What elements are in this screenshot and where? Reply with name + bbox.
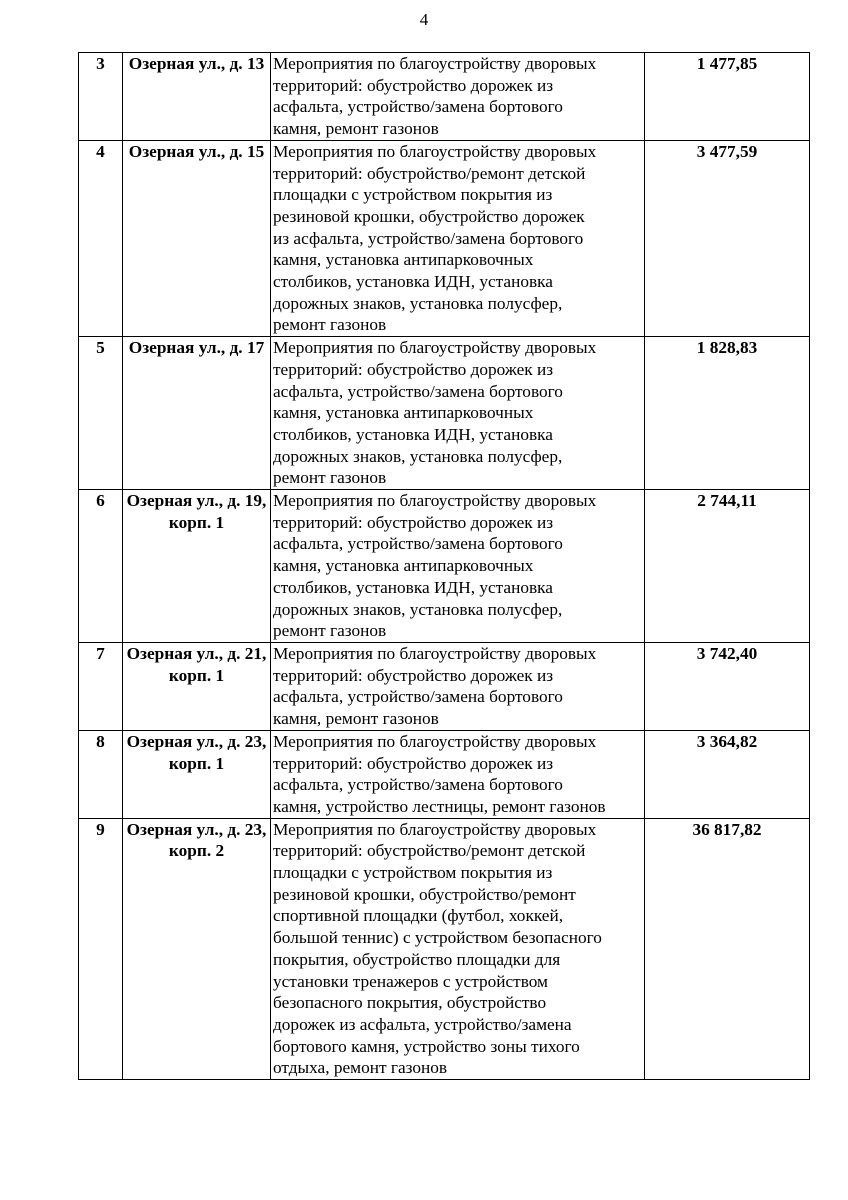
description-line: бортового камня, устройство зоны тихого xyxy=(273,1036,580,1056)
description-line: территорий: обустройство/ремонт детской xyxy=(273,841,586,861)
description-line: Мероприятия по благоустройству дворовых xyxy=(273,338,597,358)
description-line: территорий: обустройство дорожек из xyxy=(273,665,554,685)
description-line: камня, ремонт газонов xyxy=(273,709,439,729)
description-line: большой теннис) с устройством безопасного xyxy=(273,928,602,948)
description-line: асфальта, устройство/замена бортового xyxy=(273,687,563,707)
description-line: территорий: обустройство дорожек из xyxy=(273,753,554,773)
address-cell: Озерная ул., д. 13 xyxy=(123,53,271,141)
description-line: территорий: обустройство дорожек из xyxy=(273,75,554,95)
description-line: дорожных знаков, установка полусфер, xyxy=(273,599,563,619)
description-line: ремонт газонов xyxy=(273,621,387,641)
table-row xyxy=(79,818,810,1079)
description-cell xyxy=(271,490,645,643)
description-line: асфальта, устройство/замена бортового xyxy=(273,381,563,401)
description-line: безопасного покрытия, обустройство xyxy=(273,993,547,1013)
amount-cell: 2 744,11 xyxy=(645,490,810,643)
table-row xyxy=(79,53,810,141)
amount-cell: 3 364,82 xyxy=(645,730,810,818)
row-number-cell: 6 xyxy=(79,490,123,643)
row-number-cell: 7 xyxy=(79,642,123,730)
description-line: ремонт газонов xyxy=(273,468,387,488)
description-line: покрытия, обустройство площадки для xyxy=(273,949,561,969)
description-line: территорий: обустройство дорожек из xyxy=(273,512,554,532)
description-cell xyxy=(271,140,645,336)
description-line: камня, установка антипарковочных xyxy=(273,250,534,270)
address-cell: Озерная ул., д. 23, корп. 2 xyxy=(123,818,271,1079)
description-line: асфальта, устройство/замена бортового xyxy=(273,534,563,554)
description-cell xyxy=(271,642,645,730)
description-line: дорожных знаков, установка полусфер, xyxy=(273,446,563,466)
address-cell: Озерная ул., д. 15 xyxy=(123,140,271,336)
description-line: Мероприятия по благоустройству дворовых xyxy=(273,491,597,511)
row-number-cell: 4 xyxy=(79,140,123,336)
address-cell: Озерная ул., д. 19, корп. 1 xyxy=(123,490,271,643)
address-cell: Озерная ул., д. 21, корп. 1 xyxy=(123,642,271,730)
description-line: площадки с устройством покрытия из xyxy=(273,185,553,205)
row-number-cell: 5 xyxy=(79,337,123,490)
description-line: Мероприятия по благоустройству дворовых xyxy=(273,819,597,839)
description-line: дорожных знаков, установка полусфер, xyxy=(273,293,563,313)
description-line: дорожек из асфальта, устройство/замена xyxy=(273,1014,572,1034)
amount-cell: 3 742,40 xyxy=(645,642,810,730)
address-cell: Озерная ул., д. 23, корп. 1 xyxy=(123,730,271,818)
description-line: ремонт газонов xyxy=(273,315,387,335)
description-line: спортивной площадки (футбол, хоккей, xyxy=(273,906,564,926)
description-line: Мероприятия по благоустройству дворовых xyxy=(273,731,597,751)
description-line: камня, установка антипарковочных xyxy=(273,556,534,576)
row-number-cell: 3 xyxy=(79,53,123,141)
row-number-cell: 8 xyxy=(79,730,123,818)
description-line: отдыха, ремонт газонов xyxy=(273,1058,448,1078)
description-line: территорий: обустройство/ремонт детской xyxy=(273,163,586,183)
amount-cell: 1 477,85 xyxy=(645,53,810,141)
table-body xyxy=(79,53,810,1080)
description-cell xyxy=(271,337,645,490)
description-line: резиновой крошки, обустройство дорожек xyxy=(273,206,585,226)
description-line: столбиков, установка ИДН, установка xyxy=(273,272,553,292)
table-row xyxy=(79,642,810,730)
description-line: из асфальта, устройство/замена бортового xyxy=(273,228,584,248)
description-line: установки тренажеров с устройством xyxy=(273,971,548,991)
description-line: Мероприятия по благоустройству дворовых xyxy=(273,54,597,73)
row-number-cell: 9 xyxy=(79,818,123,1079)
description-line: площадки с устройством покрытия из xyxy=(273,863,553,883)
description-cell xyxy=(271,53,645,141)
description-line: столбиков, установка ИДН, установка xyxy=(273,424,553,444)
table-row xyxy=(79,140,810,336)
description-cell xyxy=(271,730,645,818)
table-row xyxy=(79,337,810,490)
address-cell: Озерная ул., д. 17 xyxy=(123,337,271,490)
amount-cell: 36 817,82 xyxy=(645,818,810,1079)
description-line: камня, устройство лестницы, ремонт газонов xyxy=(273,796,606,816)
page-number: 4 xyxy=(419,10,429,29)
description-line: камня, ремонт газонов xyxy=(273,119,439,139)
description-cell xyxy=(271,818,645,1079)
description-line: территорий: обустройство дорожек из xyxy=(273,359,554,379)
description-line: камня, установка антипарковочных xyxy=(273,403,534,423)
description-line: столбиков, установка ИДН, установка xyxy=(273,577,553,597)
table-row xyxy=(79,490,810,643)
description-line: асфальта, устройство/замена бортового xyxy=(273,97,563,117)
description-line: асфальта, устройство/замена бортового xyxy=(273,775,563,795)
description-line: Мероприятия по благоустройству дворовых xyxy=(273,643,597,663)
description-line: резиновой крошки, обустройство/ремонт xyxy=(273,884,576,904)
description-line: Мероприятия по благоустройству дворовых xyxy=(273,141,597,161)
amount-cell: 1 828,83 xyxy=(645,337,810,490)
amount-cell: 3 477,59 xyxy=(645,140,810,336)
table-row xyxy=(79,730,810,818)
improvement-works-table xyxy=(78,52,810,1080)
